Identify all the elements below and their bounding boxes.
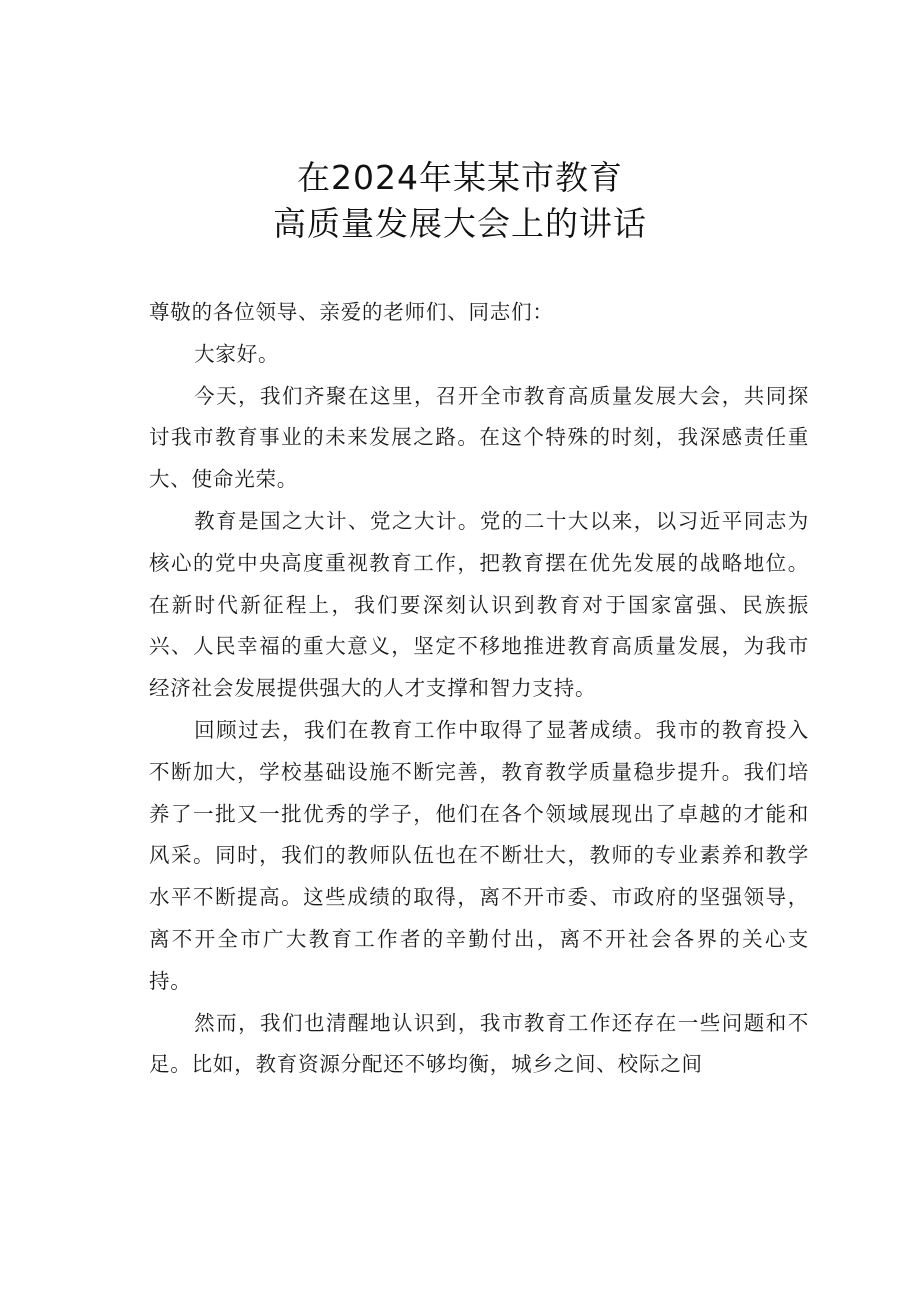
paragraph-problems: 然而，我们也清醒地认识到，我市教育工作还存在一些问题和不足。比如，教育资源分配还不够均衡，城乡之间、校际之间 xyxy=(149,1010,809,1077)
speech-body xyxy=(149,292,809,1086)
salutation: 尊敬的各位领导、亲爱的老师们、同志们： xyxy=(149,300,554,324)
paragraph-significance: 教育是国之大计、党之大计。党的二十大以来，以习近平同志为核心的党中央高度重视教育工作，把教育摆在优先发展的战略地位。在新时代新征程上，我们要深刻认识到教育对于国家富强、民族振兴、人民幸福的重大意义，坚定不移地推进教育高质量发展，为我市经济社会发展提供强大的人才支撑和智力支持。 xyxy=(149,508,809,701)
paragraph-greeting: 大家好。 xyxy=(194,341,280,366)
paragraph-opening: 今天，我们齐聚在这里，召开全市教育高质量发展大会，共同探讨我市教育事业的未来发展之路。在这个特殊的时刻，我深感责任重大、使命光荣。 xyxy=(149,383,809,492)
title-line-2: 高质量发展大会上的讲话 xyxy=(273,204,647,243)
paragraph-achievements: 回顾过去，我们在教育工作中取得了显著成绩。我市的教育投入不断加大，学校基础设施不断完善，教育教学质量稳步提升。我们培养了一批又一批优秀的学子，他们在各个领域展现出了卓越的才能和风采。同时，我们的教师队伍也在不断壮大，教师的专业素养和教学水平不断提高。这些成绩的取得，离不开市委、市政府的坚强领导，离不开全市广大教育工作者的辛勤付出，离不开社会各界的关心支持。 xyxy=(149,717,809,993)
title-line-1: 在2024年某某市教育 xyxy=(297,158,623,197)
